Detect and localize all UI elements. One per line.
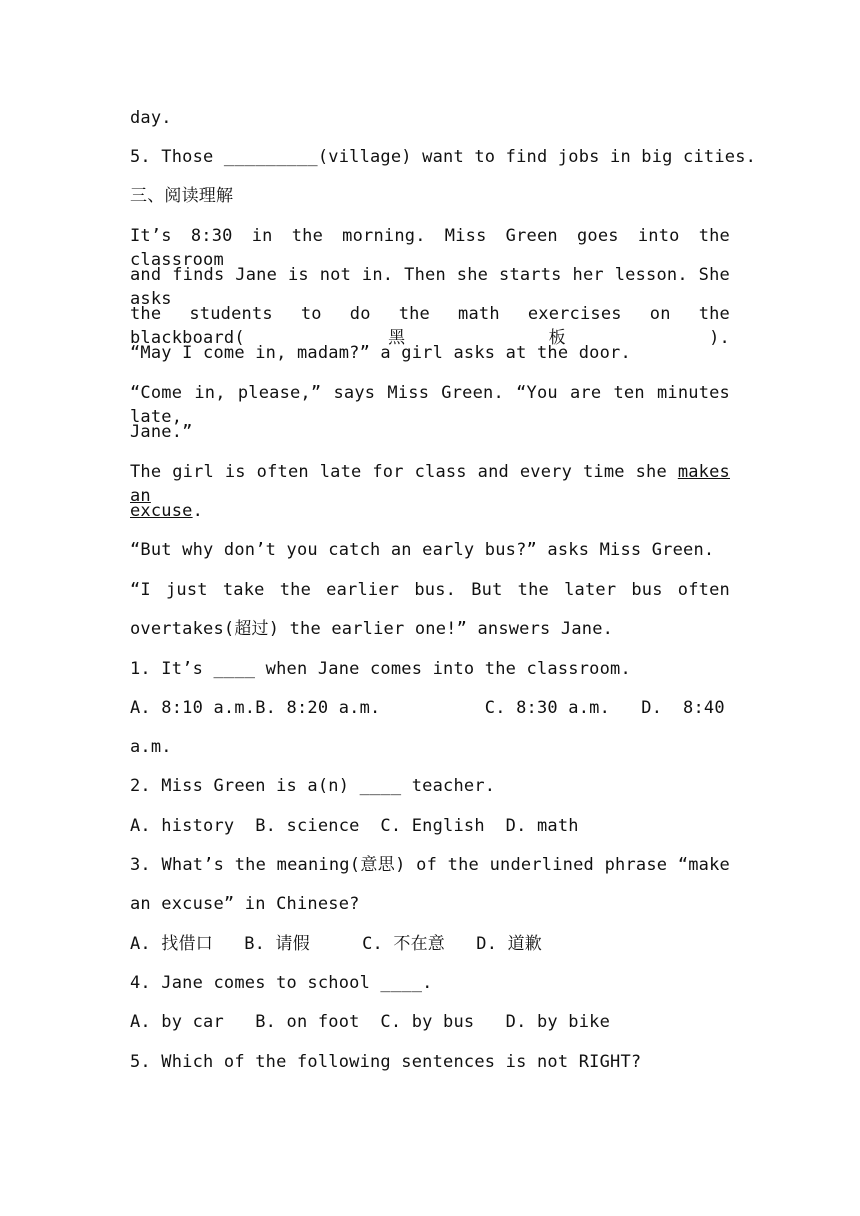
passage-line: Jane.” bbox=[130, 422, 193, 442]
passage-line: It’s 8:30 in the morning. Miss Green goes into the classroom bbox=[130, 226, 730, 270]
question-4: 4. Jane comes to school ____. bbox=[130, 973, 433, 993]
passage-line: “I just take the earlier bus. But the later bus often bbox=[130, 580, 730, 600]
question-2-options: A. history B. science C. English D. math bbox=[130, 816, 579, 836]
exercise-item-5: 5. Those _________(village) want to find jobs in big cities. bbox=[130, 147, 757, 167]
question-1-options: a.m. bbox=[130, 737, 172, 757]
question-4-options: A. by car B. on foot C. by bus D. by bike bbox=[130, 1012, 611, 1032]
passage-line: and finds Jane is not in. Then she starts her lesson. She asks bbox=[130, 265, 730, 309]
passage-line: the students to do the math exercises on the blackboard(黑板). bbox=[130, 304, 730, 348]
passage-line: overtakes(超过) the earlier one!” answers Jane. bbox=[130, 619, 614, 639]
question-3: an excuse” in Chinese? bbox=[130, 894, 360, 914]
passage-line: “But why don’t you catch an early bus?” asks Miss Green. bbox=[130, 540, 715, 560]
passage-line bbox=[130, 499, 730, 523]
section-heading-reading: 三、阅读理解 bbox=[130, 186, 234, 206]
underlined-phrase: excuse bbox=[130, 501, 193, 521]
passage-line: “Come in, please,” says Miss Green. “You are ten minutes late, bbox=[130, 383, 730, 427]
question-5: 5. Which of the following sentences is not RIGHT? bbox=[130, 1052, 642, 1072]
passage-text: The girl is often late for class and every time she bbox=[130, 462, 678, 482]
question-1: 1. It’s ____ when Jane comes into the classroom. bbox=[130, 659, 631, 679]
text-line: day. bbox=[130, 108, 172, 128]
question-3-options: A. 找借口 B. 请假 C. 不在意 D. 道歉 bbox=[130, 934, 543, 954]
question-1-options: A. 8:10 a.m.B. 8:20 a.m. C. 8:30 a.m. D. 8:40 bbox=[130, 698, 725, 718]
passage-line: “May I come in, madam?” a girl asks at the door. bbox=[130, 343, 631, 363]
question-3: 3. What’s the meaning(意思) of the underlined phrase “make bbox=[130, 855, 730, 875]
passage-text: . bbox=[192, 501, 204, 521]
underlined-phrase: makes an bbox=[130, 462, 730, 506]
question-2: 2. Miss Green is a(n) ____ teacher. bbox=[130, 776, 496, 796]
